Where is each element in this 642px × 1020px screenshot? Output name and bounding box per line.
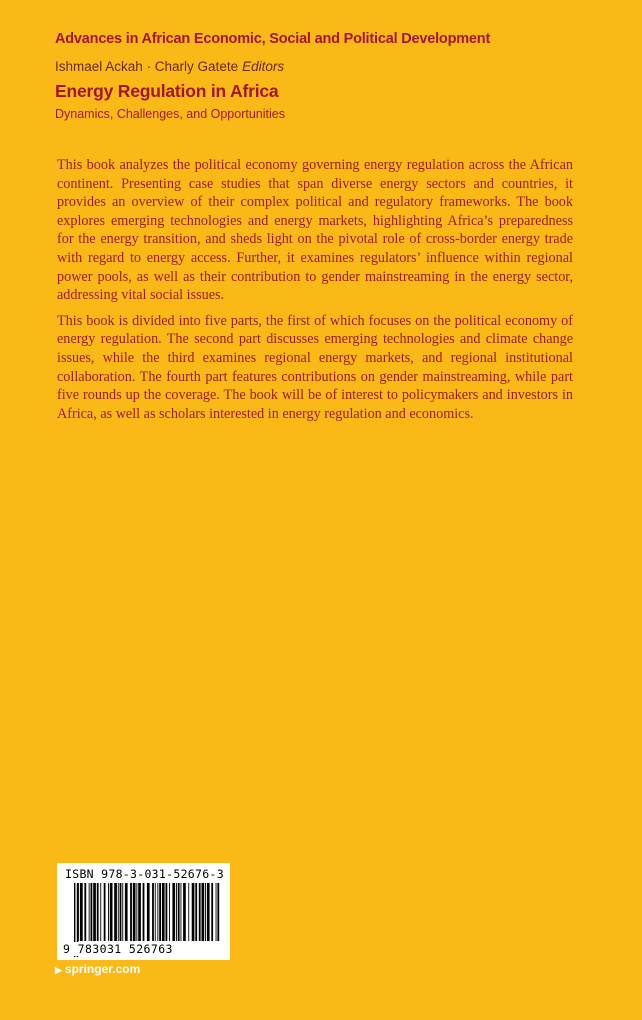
triangle-right-icon: ▶ [55,965,62,975]
book-title: Energy Regulation in Africa [55,81,279,101]
barcode-bar [133,883,136,941]
barcode-bar [97,883,99,941]
barcode-bar [138,883,141,941]
description-paragraph: This book analyzes the political economy governing energy regulation across the African continent. Presenting case studies that span diverse energy sectors and countries, it provides an overview of their complex political and regulatory frameworks. The book explores emerging technologies and energy markets, highlighting Africa’s preparedness for the energy transition, and sheds light on the pivotal role of cross-border energy trade with regard to energy access. Further, it examines regulators’ influence within regional power pools, as well as their contribution to gender mainstreaming in the energy sector, addressing vital social issues. [57,157,573,304]
barcode-bar [78,883,79,941]
barcode-bar [202,883,205,941]
description-paragraph: This book is divided into five parts, the first of which focuses on the political economy of energy regulation. The second part discusses emerging technologies and climate change issues, while the third examines regional energy markets, and regional institutional collaboration. The fourth part features contributions on gender mainstreaming, while part five rounds up the coverage. The book will be of interest to policymakers and investors in Africa, as well as scholars interested in energy regulation and economics. [57,312,573,422]
barcode-bar [162,883,165,941]
barcode-bar [84,883,86,941]
barcode-bar [205,883,206,941]
barcode-digits: 9 783031 526763 [63,942,173,956]
barcode-bar [104,883,106,941]
barcode-bar [120,883,122,941]
barcode-bar [110,883,113,941]
series-title: Advances in African Economic, Social and Political Development [55,31,491,47]
publisher-site: springer.com [64,962,141,976]
barcode-bar [176,883,177,941]
barcode-bar [199,883,201,941]
barcode-bar [114,883,117,941]
barcode-bar [169,883,170,941]
barcode-bar [157,883,158,941]
book-description [57,156,573,430]
barcode-bar [91,883,93,941]
barcode-bar [195,883,197,941]
barcode-bar [216,883,217,941]
isbn-label: ISBN 978-3-031-52676-3 [65,867,224,881]
barcode-bar [188,883,189,941]
isbn-barcode-box [57,863,230,960]
barcode-bar [108,883,109,941]
barcode-bar [100,883,101,941]
barcode-bar [192,883,195,941]
book-subtitle: Dynamics, Challenges, and Opportunities [55,107,285,121]
barcode-bar [181,883,182,941]
barcode-bar [152,883,154,941]
barcode-bar [93,883,96,941]
barcode-bar [143,883,145,941]
barcode-bar [80,883,83,941]
barcode-bar [172,883,175,941]
barcode-bar [159,883,161,941]
publisher-link[interactable] [55,962,140,976]
barcode-bar [207,883,210,941]
barcode-bar [217,883,219,941]
editor-names: Ishmael Ackah · Charly Gatete [55,59,239,74]
editors-role: Editors [242,59,285,74]
barcode-bar [147,883,150,941]
barcode-bar [130,883,132,941]
barcode-bar [183,883,186,941]
barcode-bar [89,883,90,941]
barcode-bar [211,883,213,941]
barcode-bar [178,883,180,941]
barcode-bar [136,883,137,941]
barcode-bar [122,883,123,941]
editors-line [55,59,284,74]
barcode-bar [125,883,128,941]
barcode-bar [155,883,156,941]
barcode-bar [118,883,119,941]
barcode-bar [166,883,168,941]
